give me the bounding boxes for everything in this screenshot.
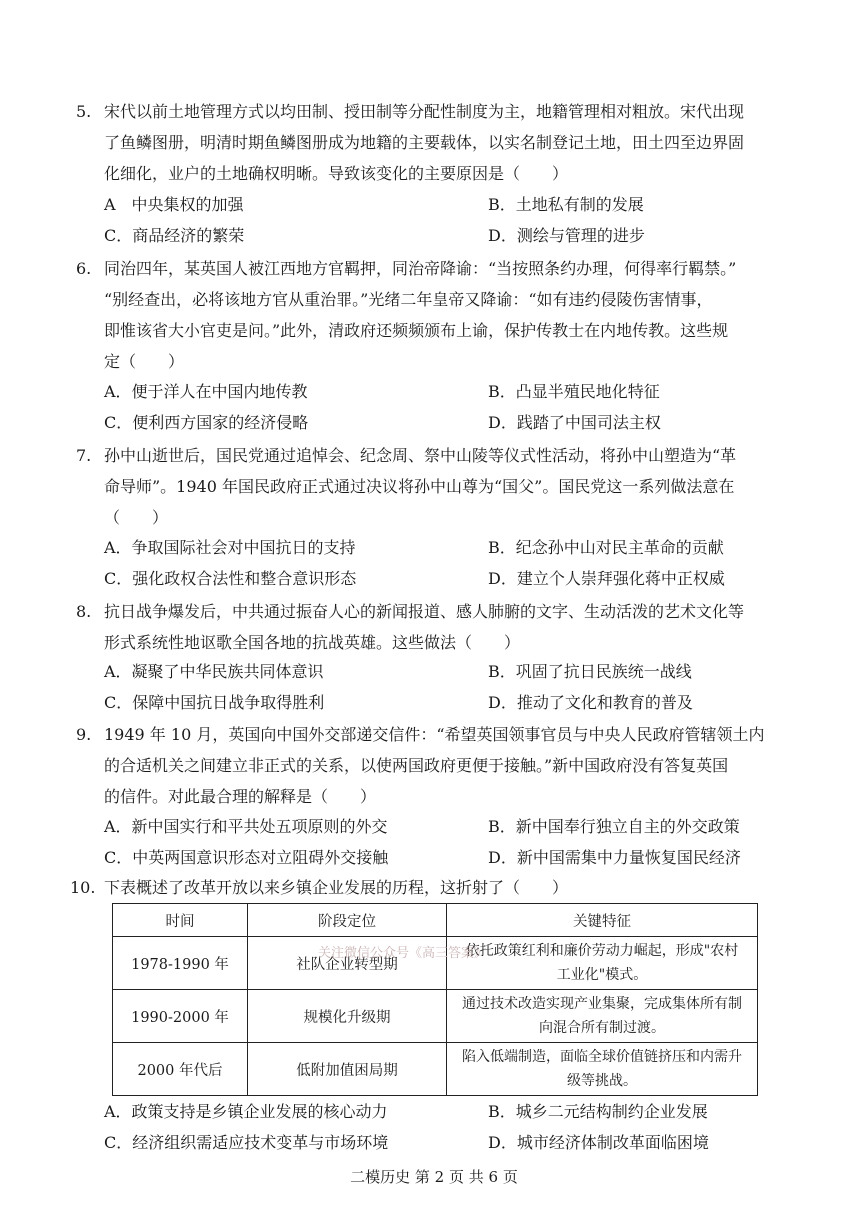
question-text-line: 下表概述了改革开放以来乡镇企业发展的历程，这折射了（ ） xyxy=(104,878,569,897)
option-c[interactable]: C．强化政权合法性和整合意识形态 xyxy=(104,569,357,588)
option-d[interactable]: D．新中国需集中力量恢复国民经济 xyxy=(488,848,741,867)
question-text-line: （ ） xyxy=(104,508,169,527)
table-cell-stage: 低附加值困局期 xyxy=(248,1043,447,1096)
question-number: 6. xyxy=(76,259,92,278)
option-a[interactable]: A．政策支持是乡镇企业发展的核心动力 xyxy=(104,1102,388,1121)
question-text-line: 化细化，业户的土地确权明晰。导致该变化的主要原因是（ ） xyxy=(104,164,569,183)
option-c[interactable]: C．保障中国抗日战争取得胜利 xyxy=(104,693,325,712)
option-b[interactable]: B．城乡二元结构制约企业发展 xyxy=(488,1102,708,1121)
table-header-row xyxy=(113,904,758,937)
table-cell-time: 1990-2000 年 xyxy=(113,990,248,1043)
table-cell-stage: 社队企业转型期 xyxy=(248,937,447,990)
question-number: 5. xyxy=(76,102,92,121)
question-8 xyxy=(76,596,804,658)
table-cell-stage: 规模化升级期 xyxy=(248,990,447,1043)
option-c[interactable]: C．商品经济的繁荣 xyxy=(104,226,245,245)
option-c[interactable]: C．中英两国意识形态对立阻碍外交接触 xyxy=(104,848,389,867)
question-number: 8. xyxy=(76,602,92,621)
question-text-line: 形式系统性地讴歌全国各地的抗战英雄。这些做法（ ） xyxy=(104,633,521,652)
table-row xyxy=(113,1043,758,1096)
watermark: 关注微信公众号《高三答案》 xyxy=(318,946,488,961)
option-b[interactable]: B．土地私有制的发展 xyxy=(488,195,644,214)
option-a[interactable]: A．新中国实行和平共处五项原则的外交 xyxy=(104,817,388,836)
table-cell-feature: 通过技术改造实现产业集聚，完成集体所有制向混合所有制过渡。 xyxy=(447,990,758,1043)
question-number: 9. xyxy=(76,725,92,744)
development-table xyxy=(112,903,758,1096)
question-text-line: 抗日战争爆发后，中共通过振奋人心的新闻报道、感人肺腑的文字、生动活泼的艺术文化等 xyxy=(104,602,745,621)
question-text-line: 的合适机关之间建立非正式的关系，以使两国政府更便于接触。”新中国政府没有答复英国 xyxy=(104,756,729,775)
question-text-line: “别经查出，必将该地方官从重治罪。”光绪二年皇帝又降谕：“如有违约侵陵伤害情事， xyxy=(104,290,713,309)
question-text-line: 了鱼鳞图册，明清时期鱼鳞图册成为地籍的主要载体，以实名制登记土地，田土四至边界固 xyxy=(104,133,745,152)
question-text-line: 1949 年 10 月，英国向中国外交部递交信件：“希望英国领事官员与中央人民政府管辖领土内 xyxy=(104,725,765,744)
question-9 xyxy=(76,719,804,812)
option-d[interactable]: D．推动了文化和教育的普及 xyxy=(488,693,693,712)
table-cell-feature: 依托政策红利和廉价劳动力崛起，形成"农村工业化"模式。 xyxy=(447,937,758,990)
option-d[interactable]: D．践踏了中国司法主权 xyxy=(488,413,661,432)
option-b[interactable]: B．巩固了抗日民族统一战线 xyxy=(488,662,692,681)
option-c[interactable]: C．便利西方国家的经济侵略 xyxy=(104,413,309,432)
question-text-line: 即惟该省大小官吏是问。”此外，清政府还频频颁布上谕，保护传教士在内地传教。这些规 xyxy=(104,321,729,340)
option-d[interactable]: D．测绘与管理的进步 xyxy=(488,226,645,245)
question-text-line: 宋代以前土地管理方式以均田制、授田制等分配性制度为主，地籍管理相对粗放。宋代出现 xyxy=(104,102,745,121)
question-number: 7. xyxy=(76,446,92,465)
table-header-cell: 关键特征 xyxy=(447,904,758,937)
table-cell-feature: 陷入低端制造，面临全球价值链挤压和内需升级等挑战。 xyxy=(447,1043,758,1096)
question-7 xyxy=(76,440,804,533)
table-row xyxy=(113,990,758,1043)
option-a[interactable]: A．便于洋人在中国内地传教 xyxy=(104,382,308,401)
question-5 xyxy=(76,96,804,189)
page-footer: 二模历史 第 2 页 共 6 页 xyxy=(350,1168,518,1186)
question-text-line: 孙中山逝世后，国民党通过追悼会、纪念周、祭中山陵等仪式性活动，将孙中山塑造为“革 xyxy=(104,446,737,465)
option-a[interactable]: A 中央集权的加强 xyxy=(104,195,244,214)
option-a[interactable]: A．争取国际社会对中国抗日的支持 xyxy=(104,538,356,557)
question-10 xyxy=(70,872,804,903)
option-b[interactable]: B．新中国奉行独立自主的外交政策 xyxy=(488,817,740,836)
option-c[interactable]: C．经济组织需适应技术变革与市场环境 xyxy=(104,1133,389,1152)
question-6 xyxy=(76,253,804,377)
table-header-cell: 时间 xyxy=(113,904,248,937)
option-b[interactable]: B．纪念孙中山对民主革命的贡献 xyxy=(488,538,724,557)
table-cell-time: 1978-1990 年 xyxy=(113,937,248,990)
question-text-line: 同治四年，某英国人被江西地方官羁押，同治帝降谕：“当按照条约办理，何得率行羁禁。” xyxy=(104,259,737,278)
option-d[interactable]: D．建立个人崇拜强化蒋中正权威 xyxy=(488,569,725,588)
option-b[interactable]: B．凸显半殖民地化特征 xyxy=(488,382,660,401)
question-number: 10. xyxy=(70,878,96,897)
question-text-line: 命导师”。1940 年国民政府正式通过决议将孙中山尊为“国父”。国民党这一系列做法意在 xyxy=(104,477,735,496)
table-cell-time: 2000 年代后 xyxy=(113,1043,248,1096)
option-d[interactable]: D．城市经济体制改革面临困境 xyxy=(488,1133,709,1152)
question-text-line: 定（ ） xyxy=(104,352,185,371)
table-header-cell: 阶段定位 xyxy=(248,904,447,937)
question-text-line: 的信件。对此最合理的解释是（ ） xyxy=(104,787,377,806)
option-a[interactable]: A．凝聚了中华民族共同体意识 xyxy=(104,662,324,681)
